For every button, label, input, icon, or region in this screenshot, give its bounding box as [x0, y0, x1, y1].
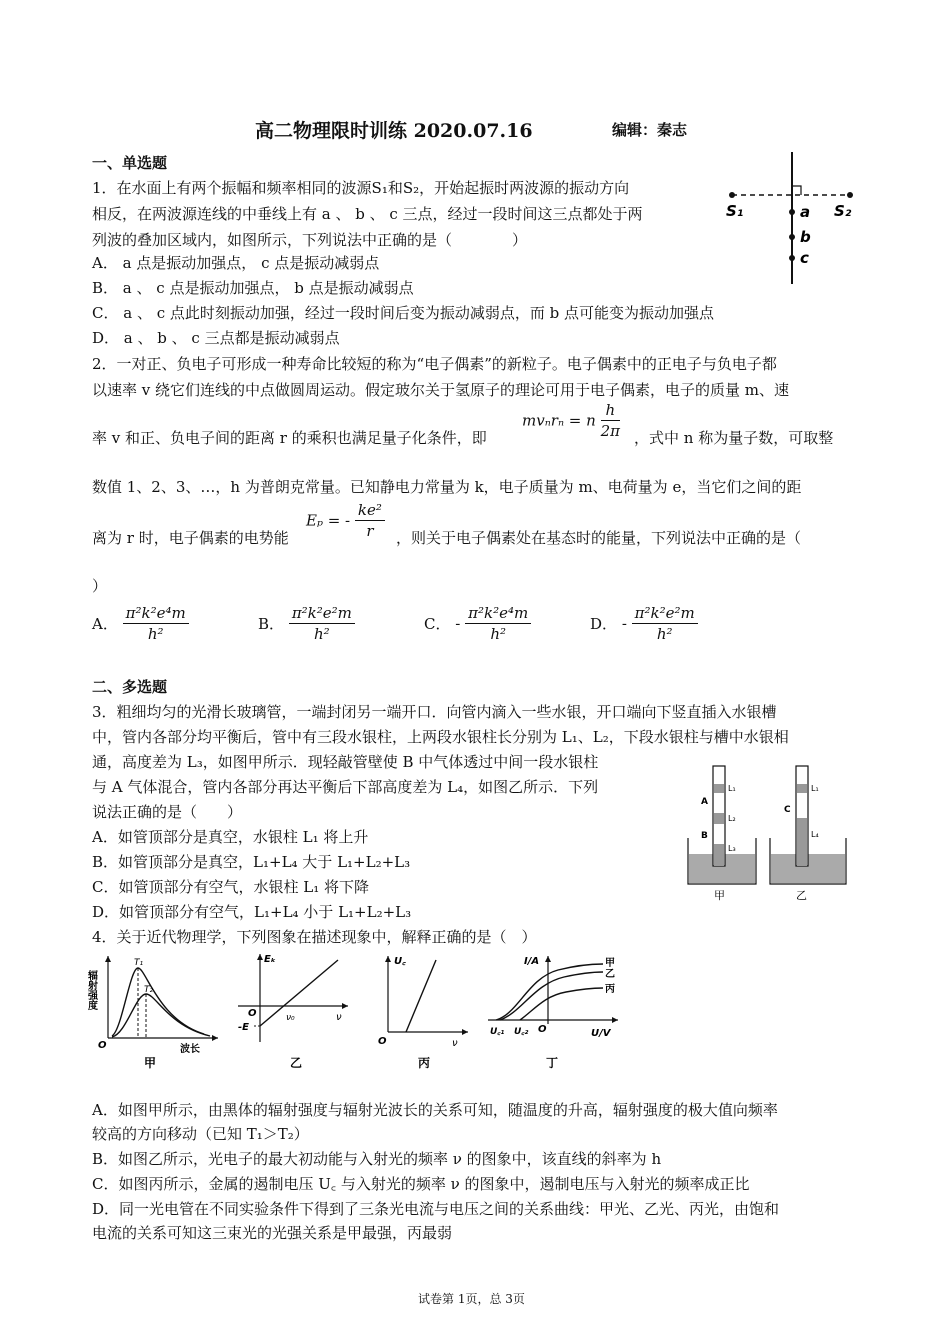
option-b-den: h²: [314, 625, 330, 643]
s2-label: S₂: [834, 202, 852, 220]
point-a-label: a: [800, 203, 811, 221]
point-b-label: b: [800, 228, 811, 246]
q2-line2: 以速率 v 绕它们连线的中点做圆周运动。假定玻尔关于氢原子的理论可用于电子偶素，电子的质量 m、速: [92, 381, 790, 399]
section-multi-choice: 二、多选题: [92, 678, 168, 696]
q1-wave-figure: [722, 148, 862, 288]
q4-graphs: [85, 950, 628, 1080]
q3-tube-figure: [684, 760, 850, 906]
q1-line3: 列波的叠加区域内，如图所示，下列说法中正确的是（ ）: [92, 231, 528, 249]
g4-yi-label: 乙: [605, 969, 615, 980]
g4-name: 丁: [546, 1056, 559, 1070]
q1-line2: 相反，在两波源连线的中垂线上有 a 、 b 、 c 三点，经过一段时间这三点都处于两: [92, 205, 643, 223]
formula1-left: mvₙrₙ = n: [522, 411, 596, 430]
q4-option-a-line1: A．如图甲所示，由黑体的辐射强度与辐射光波长的关系可知，随温度的升高，辐射强度的极大值向频率: [92, 1101, 778, 1119]
s1-label: S₁: [726, 202, 744, 220]
q3-option-b: B．如管顶部分是真空，L₁+L₄ 大于 L₁+L₂+L₃: [92, 853, 411, 871]
q4-option-d-line1: D．同一光电管在不同实验条件下得到了三条光电流与电压之间的关系曲线：甲光、乙光、丙光，由饱和: [92, 1200, 780, 1218]
point-c-label: c: [800, 249, 809, 267]
q2-line6: ）: [92, 577, 108, 595]
g1-t1-label: T₁: [134, 958, 144, 968]
g1-origin: O: [98, 1040, 107, 1051]
q2-line1: 2．一对正、负电子可形成一种寿命比较短的称为“电子偶素”的新粒子。电子偶素中的正电子与负电子都: [92, 355, 777, 373]
graph-stopping-voltage: [378, 956, 468, 1070]
q2-formula-quantization: [522, 400, 620, 441]
l1-label-yi: L₁: [811, 784, 819, 793]
l1-label-jia: L₁: [728, 784, 736, 793]
q4-option-c: C．如图丙所示，金属的遏制电压 U꜀ 与入射光的频率 ν 的图象中，遏制电压与入射光的频率成正比: [92, 1175, 750, 1193]
q2-option-d: D． - $\frac{\text{π²k²e²m}}{\text{h²}}$: [590, 603, 698, 644]
q2-formula-energy: [306, 500, 385, 541]
q3-line3: 通，高度差为 L₃，如图甲所示．现轻敲管壁使 B 中气体透过中间一段水银柱: [92, 753, 599, 771]
g4-uc2-label: U꜀₂: [514, 1027, 529, 1037]
g2-name: 乙: [290, 1056, 303, 1070]
q3-line5: 说法正确的是（ ）: [92, 803, 243, 821]
g1-name: 甲: [144, 1056, 157, 1070]
g3-y-label: U꜀: [394, 956, 406, 967]
q2-line4: 数值 1、2、3、…，h 为普朗克常量。已知静电力常量为 k，电子质量为 m、电荷量为 e，当它们之间的距: [92, 478, 802, 496]
gas-b-label: B: [701, 831, 708, 841]
formula2-den: r: [366, 522, 374, 540]
g1-x-label: 波长: [180, 1044, 200, 1055]
q1-option-b: B． a 、 c 点是振动加强点， b 点是振动减弱点: [92, 279, 414, 297]
q2-option-b: B． $\frac{\text{π²k²e²m}}{\text{h²}}$: [258, 603, 355, 644]
l4-label: L₄: [811, 830, 819, 839]
g4-x-label: U/V: [591, 1028, 611, 1039]
q3-option-d: D．如管顶部分有空气，L₁+L₄ 小于 L₁+L₂+L₃: [92, 903, 412, 921]
q3-option-a: A．如管顶部分是真空，水银柱 L₁ 将上升: [92, 828, 369, 846]
g2-origin: O: [248, 1008, 257, 1019]
q3-line4: 与 A 气体混合，管内各部分再达平衡后下部高度差为 L₄，如图乙所示．下列: [92, 778, 599, 796]
g4-bing-label: 丙: [605, 984, 615, 995]
g3-origin: O: [378, 1036, 387, 1047]
q3-option-c: C．如管顶部分有空气，水银柱 L₁ 将下降: [92, 878, 369, 896]
formula2-num: ke²: [355, 500, 385, 521]
q2-line5a: 离为 r 时，电子偶素的电势能: [92, 529, 289, 547]
g2-y-label: Eₖ: [264, 954, 276, 965]
gas-a-label: A: [701, 797, 708, 807]
q2-line3a: 率 v 和正、负电子间的距离 r 的乘积也满足量子化条件，即: [92, 429, 487, 447]
q4-option-b: B．如图乙所示，光电子的最大初动能与入射光的频率 ν 的图象中，该直线的斜率为 h: [92, 1150, 662, 1168]
q4-option-a-line2: 较高的方向移动（已知 T₁＞T₂）: [92, 1125, 309, 1143]
option-c-num: π²k²e⁴m: [465, 603, 531, 624]
g4-origin: O: [538, 1024, 547, 1035]
graph-photoelectric-ek: [238, 954, 348, 1070]
g1-y-label: 辐射强度: [85, 970, 97, 1010]
g2-v0-label: ν₀: [286, 1013, 295, 1023]
option-d-num: π²k²e²m: [632, 603, 698, 624]
q1-line1: 1．在水面上有两个振幅和频率相同的波源S₁和S₂，开始起振时两波源的振动方向: [92, 179, 630, 197]
q4-option-d-line2: 电流的关系可知这三束光的光强关系是甲最强，丙最弱: [92, 1224, 453, 1242]
page-footer: 试卷第 1页，总 3页: [418, 1292, 525, 1306]
formula1-num: h: [601, 400, 620, 421]
q3-line1: 3．粗细均匀的光滑长玻璃管，一端封闭另一端开口．向管内滴入一些水银，开口端向下竖直插入水银槽: [92, 703, 777, 721]
q1-option-c: C． a 、 c 点此时刻振动加强，经过一段时间后变为振动减弱点，而 b 点可能变为振动加强点: [92, 304, 715, 322]
page-title: 高二物理限时训练 2020.07.16: [255, 120, 533, 142]
editor-label: 编辑：秦志: [612, 121, 688, 139]
g4-jia-label: 甲: [605, 958, 615, 969]
g3-name: 丙: [418, 1056, 431, 1070]
q1-option-d: D． a 、 b 、 c 三点都是振动减弱点: [92, 329, 340, 347]
option-a-num: π²k²e⁴m: [123, 603, 189, 624]
q2-option-c: C． - $\frac{\text{π²k²e⁴m}}{\text{h²}}$: [424, 603, 531, 644]
section-single-choice: 一、单选题: [92, 154, 168, 172]
q1-option-a: A． a 点是振动加强点， c 点是振动减弱点: [92, 254, 380, 272]
q2-option-a: A． $\frac{\text{π²k²e⁴m}}{\text{h²}}$: [92, 603, 189, 644]
l3-label: L₃: [728, 844, 736, 853]
fig-yi-label: 乙: [796, 889, 807, 902]
g4-uc1-label: U꜀₁: [490, 1027, 505, 1037]
q3-line2: 中，管内各部分均平衡后，管中有三段水银柱，上两段水银柱长分别为 L₁、L₂，下段水银柱与槽中水银相: [92, 728, 789, 746]
g2-e-label: -E: [238, 1022, 249, 1033]
g3-x-label: ν: [452, 1038, 458, 1049]
option-a-den: h²: [147, 625, 164, 643]
g2-x-label: ν: [336, 1012, 342, 1023]
q2-line5b: ，则关于电子偶素处在基态时的能量，下列说法中正确的是（: [396, 529, 802, 547]
fig-jia-label: 甲: [714, 889, 725, 902]
graph-photocurrent: [488, 956, 618, 1070]
formula2-left: Eₚ = -: [306, 511, 351, 530]
g1-t2-label: T₂: [144, 985, 154, 995]
q4-line1: 4．关于近代物理学，下列图象在描述现象中，解释正确的是（ ）: [92, 928, 537, 946]
option-b-num: π²k²e²m: [289, 603, 355, 624]
q2-line3b: ，式中 n 称为量子数，可取整: [634, 429, 834, 447]
option-d-den: h²: [656, 625, 673, 643]
graph-blackbody: [86, 956, 219, 1070]
gas-c-label: C: [784, 805, 791, 815]
g4-y-label: I/A: [524, 956, 540, 967]
formula1-den: 2π: [600, 422, 620, 440]
l2-label: L₂: [728, 814, 736, 823]
option-c-den: h²: [490, 625, 507, 643]
